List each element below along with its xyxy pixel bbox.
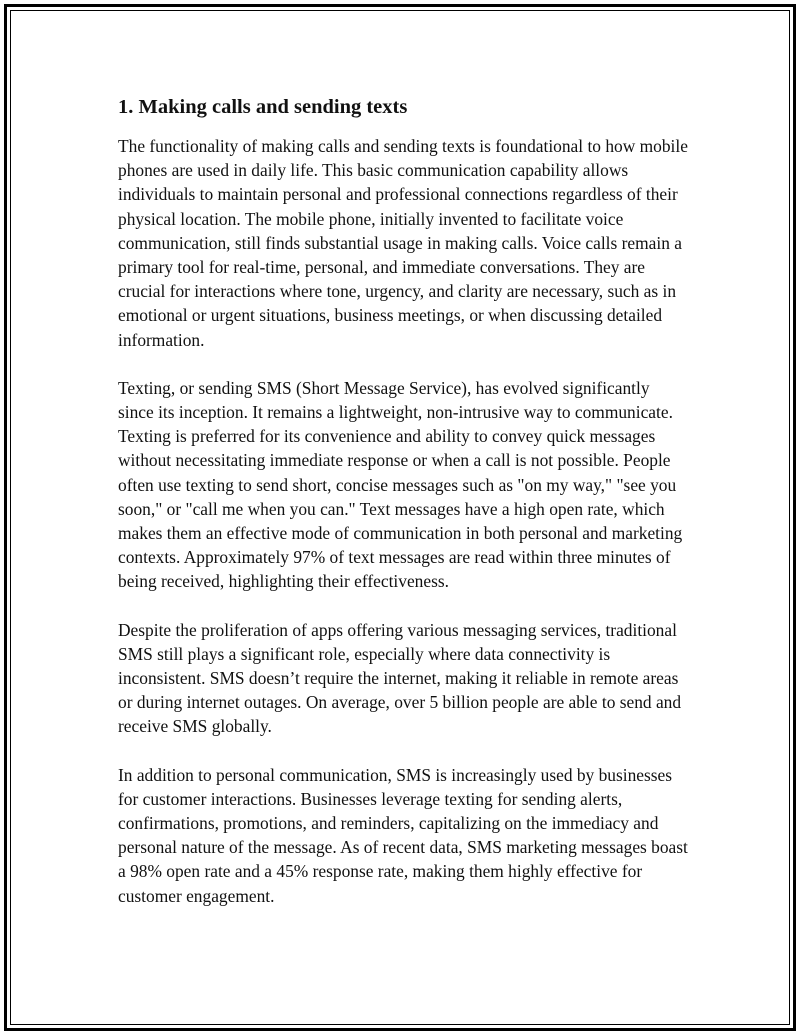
paragraph-texting: Texting, or sending SMS (Short Message Service), has evolved significantly since its inception. It remains a lightweight, non-intrusive way to communicate. Texting is preferred for its convenience and ability to convey quick messages without necessitating immediate response or when a call is not possible. People often use texting to send short, concise messages such as "on my way," "see you soon," or "call me when you can." Text messages have a high open rate, which makes them an effective mode of communication in both personal and marketing contexts. Approximately 97% of text messages are read within three minutes of being received, highlighting their effectiveness.: [118, 377, 683, 592]
paragraph-sms-role: Despite the proliferation of apps offering various messaging services, traditional SMS still plays a significant role, especially where data connectivity is inconsistent. SMS doesn’t require the internet, making it reliable in remote areas or during internet outages. On average, over 5 billion people are able to send and receive SMS globally.: [118, 619, 682, 737]
document-body: [118, 93, 688, 932]
section-heading: 1. Making calls and sending texts: [118, 96, 408, 118]
paragraph-business-sms: In addition to personal communication, SMS is increasingly used by businesses for customer interactions. Businesses leverage texting for sending alerts, confirmations, promotions, and reminders, capitalizing on the immediacy and personal nature of the message. As of recent data, SMS marketing messages boast a 98% open rate and a 45% response rate, making them highly effective for customer engagement.: [118, 764, 688, 906]
paragraph-calls: The functionality of making calls and sending texts is foundational to how mobile phones are used in daily life. This basic communication capability allows individuals to maintain personal and professional connections regardless of their physical location. The mobile phone, initially invented to facilitate voice communication, still finds substantial usage in making calls. Voice calls remain a primary tool for real-time, personal, and immediate conversations. They are crucial for interactions where tone, urgency, and clarity are necessary, such as in emotional or urgent situations, business meetings, or when discussing detailed information.: [118, 136, 688, 350]
